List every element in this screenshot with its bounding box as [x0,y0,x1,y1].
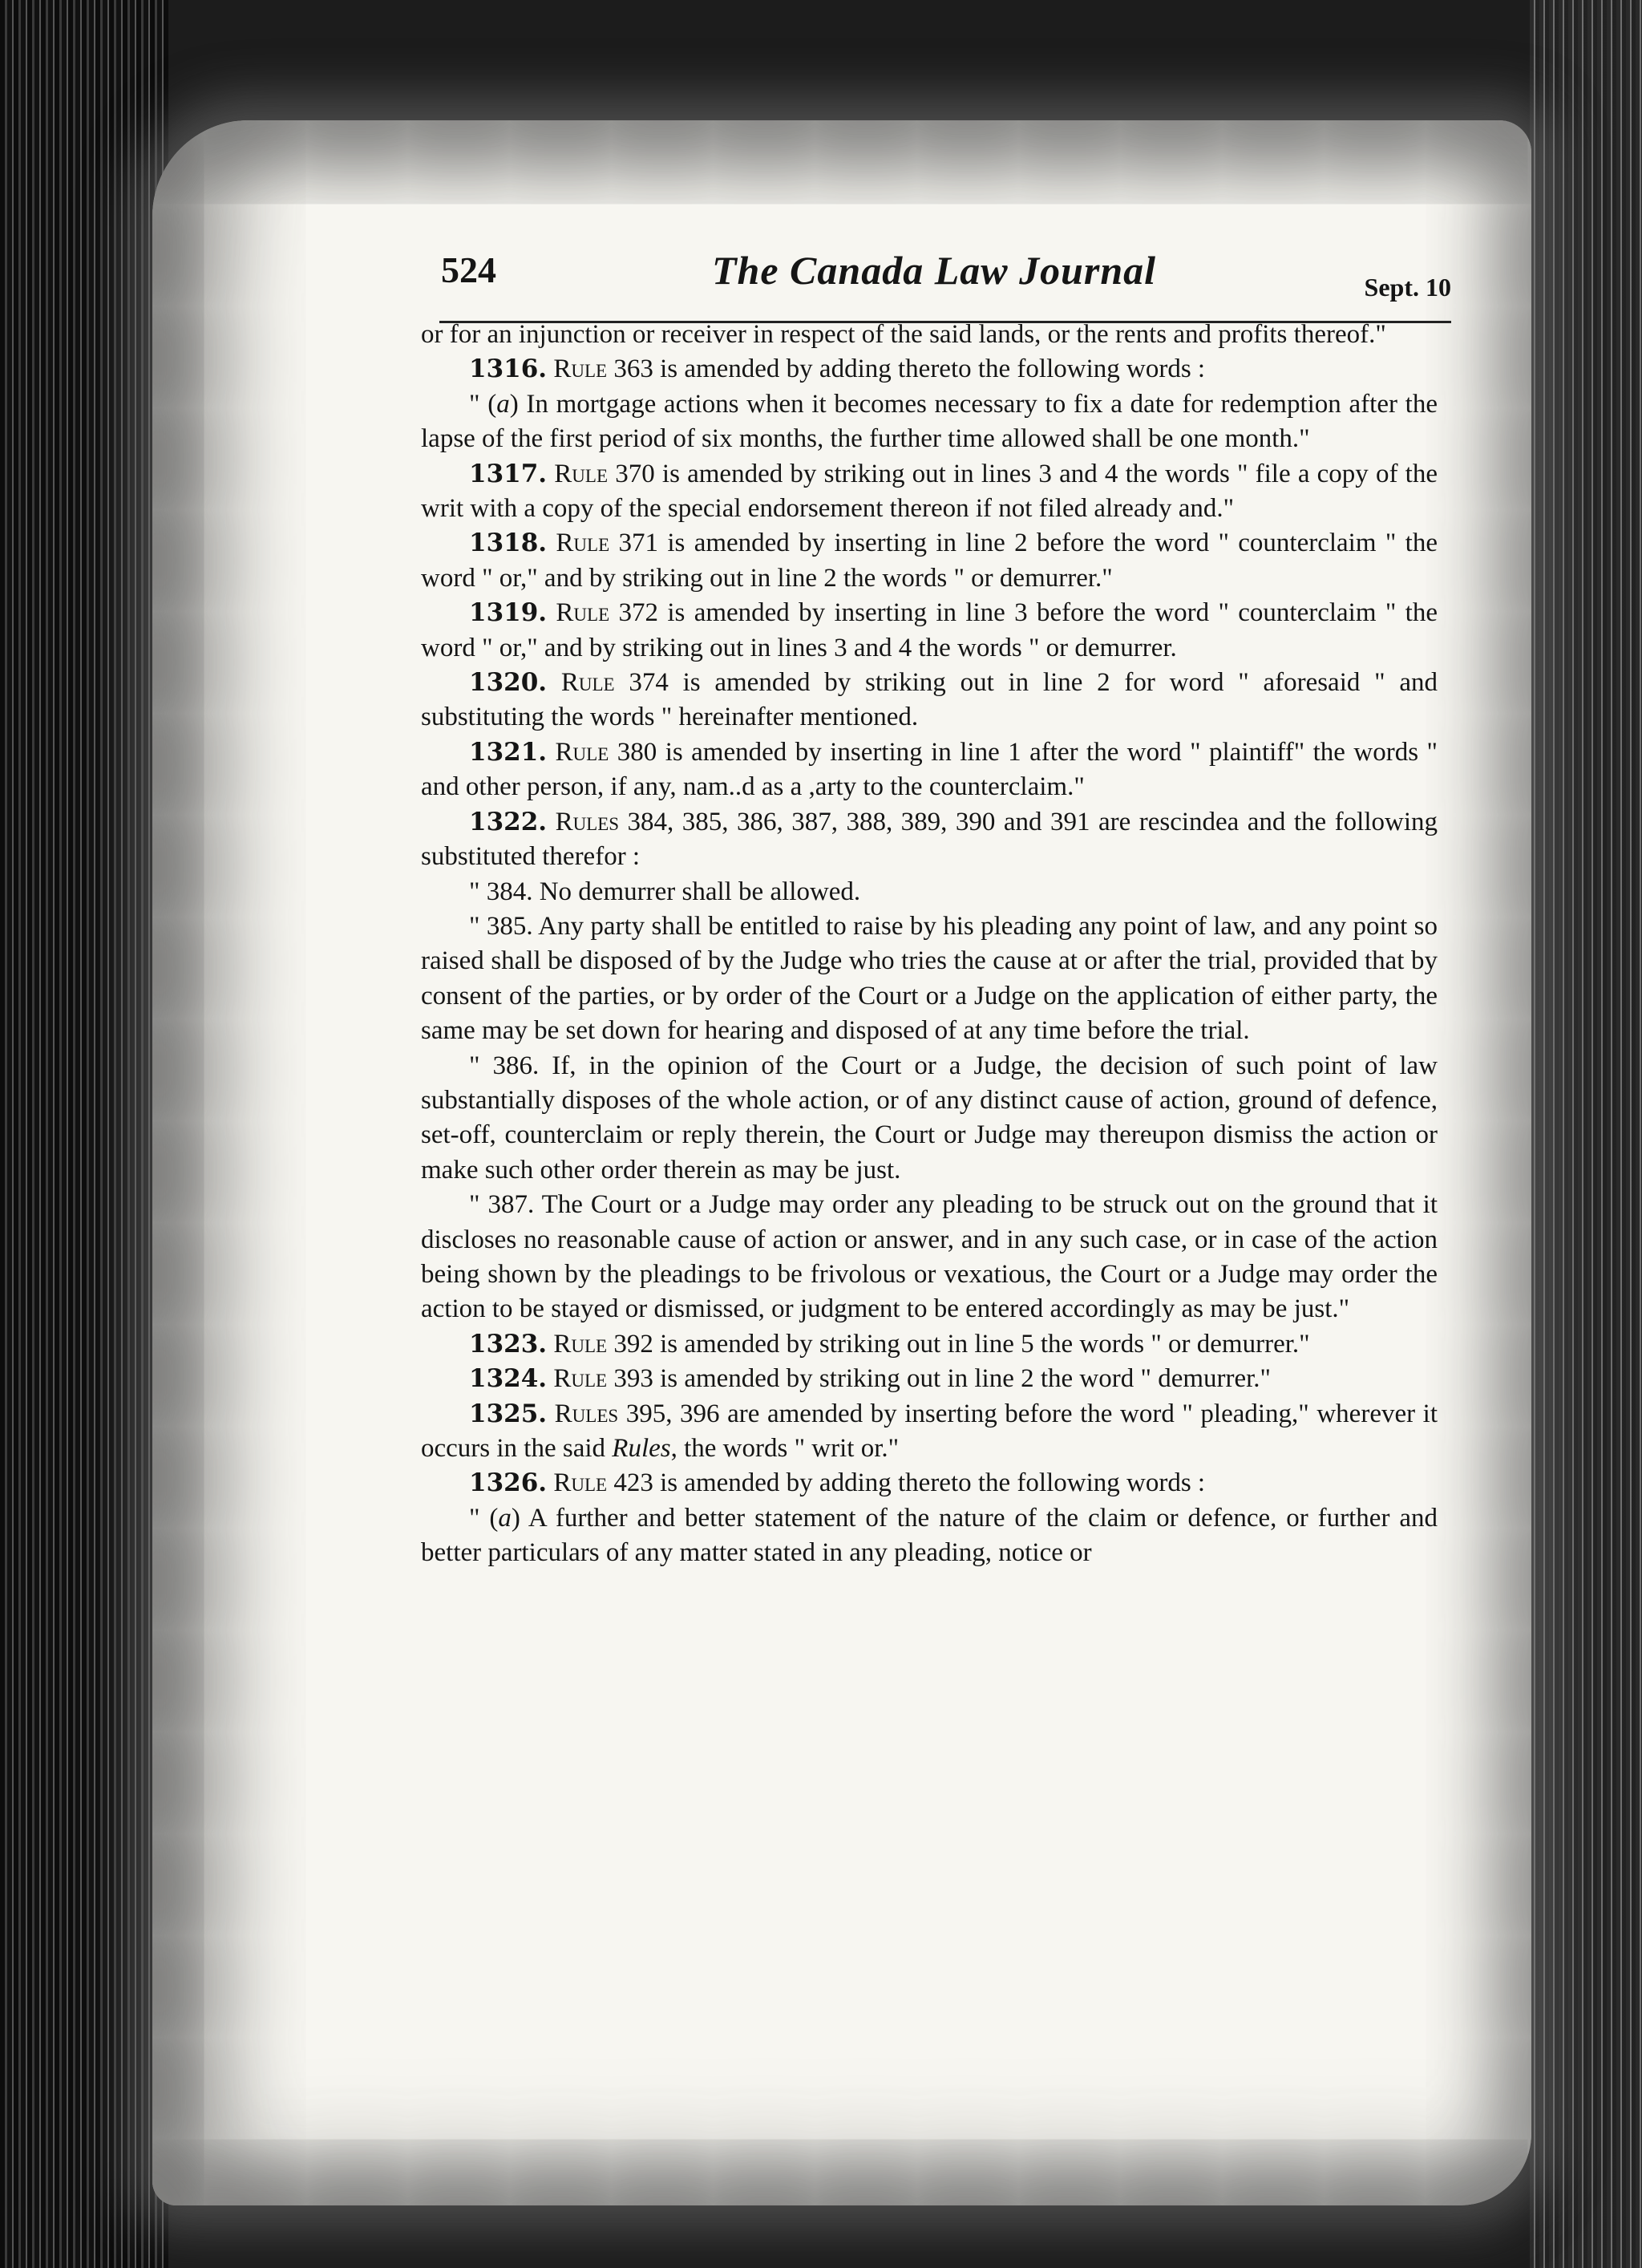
paragraph-text: ) A further and better statement of the nature of the claim or defence, or further and better particulars of any matter stated in any pleading, notice or [421,1503,1438,1568]
sub-rule-paragraph [421,875,1438,909]
continued-paragraph [421,318,1438,352]
sub-rule-paragraph [421,909,1438,1049]
rule-keyword: Rule [553,1468,608,1498]
page-edge-right [1530,0,1642,2268]
rule-number: 1325. [469,1399,548,1428]
journal-title: The Canada Law Journal [712,248,1157,293]
paragraph-text: 393 is amended by striking out in line 2 the word " demurrer." [607,1364,1272,1394]
sub-rule-paragraph [421,387,1438,457]
running-header [439,241,1451,323]
paragraph-text: " ( [469,389,497,419]
paragraph-text: " 384. No demurrer shall be allowed. [469,877,861,906]
rule-keyword: Rule [556,529,610,558]
rule-paragraph [421,1327,1438,1362]
rule-paragraph [421,735,1438,805]
sub-rule-paragraph [421,1501,1438,1571]
rule-keyword: Rule [553,1364,608,1394]
paragraph-text: " 387. The Court or a Judge may order any pleading to be struck out on the ground that it discloses no reasonable cause of action or answer, and in any such case, or in case of the action being shown by the pleadings to be frivolous or vexatious, the Court or a Judge may order the action to be stayed or dismissed, or judgment to be entered accordingly as may be just." [421,1190,1438,1324]
rule-paragraph [421,1466,1438,1501]
paragraph-text: 370 is amended by striking out in lines 3 and 4 the words " file a copy of the writ with a copy of the special endorsement thereon if not filed already and." [421,459,1438,524]
italic-text: a [496,389,510,419]
rule-number: 1320. [469,668,548,698]
paragraph-text: 371 is amended by inserting in line 2 before the word " counterclaim " the word " or," and by striking out in line 2 the words " or demurrer." [421,529,1438,593]
paragraph-text: 363 is amended by adding thereto the following words : [607,354,1206,384]
rule-keyword: Rule [554,459,609,488]
paragraph-text: 384, 385, 386, 387, 388, 389, 390 and 391 are rescindea and the following substituted therefor : [421,807,1438,872]
rule-number: 1321. [469,737,548,767]
rule-number: 1323. [469,1329,548,1359]
rule-number: 1317. [469,459,548,488]
book-binding-edge [0,0,168,2268]
sub-rule-paragraph [421,1049,1438,1189]
rule-paragraph [421,666,1438,735]
paragraph-text: " 386. If, in the opinion of the Court or a Judge, the decision of such point of law substantially disposes of the whole action, or of any distinct cause of action, ground of defence, set-off, counterclaim or reply therein, the Court or Judge may thereupon dismiss the action or make such other order therein as may be just. [421,1051,1438,1185]
rule-keyword: Rule [556,598,610,628]
rule-paragraph [421,352,1438,387]
body-text [421,318,1438,1571]
paragraph-text: or for an injunction or receiver in respect of the said lands, or the rents and profits thereof." [421,320,1386,349]
paragraph-text: ) In mortgage actions when it becomes necessary to fix a date for redemption after the lapse of the first period of six months, the further time allowed shall be one month." [421,389,1438,454]
rule-number: 1326. [469,1468,548,1498]
rule-paragraph [421,805,1438,875]
paragraph-text: 423 is amended by adding thereto the following words : [607,1468,1206,1498]
rule-keyword: Rule [560,668,615,698]
rule-keyword: Rules [555,807,620,836]
rule-keyword: Rule [553,1329,608,1359]
rule-keyword: Rule [555,737,609,767]
sub-rule-paragraph [421,1188,1438,1327]
rule-number: 1324. [469,1364,548,1394]
italic-text: a [498,1503,512,1533]
rule-paragraph [421,526,1438,596]
rule-number: 1319. [469,598,548,628]
paragraph-text: 395, 396 are amended by inserting before the word " pleading," wherever it occurs in the said [421,1399,1438,1463]
paragraph-text: 392 is amended by striking out in line 5 the words " or demurrer." [607,1329,1310,1359]
rule-paragraph [421,596,1438,666]
page-number: 524 [441,249,496,290]
rule-number: 1318. [469,529,548,558]
paragraph-text: 374 is amended by striking out in line 2 for word " aforesaid " and substituting the words " hereinafter mentioned. [421,668,1438,732]
italic-text: Rules [612,1434,671,1463]
rule-keyword: Rule [553,354,608,384]
rule-number: 1316. [469,354,548,384]
paragraph-text: 372 is amended by inserting in line 3 before the word " counterclaim " the word " or," and by striking out in lines 3 and 4 the words " or demurrer. [421,598,1438,662]
rule-paragraph [421,457,1438,527]
paragraph-text: " 385. Any party shall be entitled to raise by his pleading any point of law, and any point so raised shall be disposed of by the Judge who tries the cause at or after the trial, provided that by consent of the parties, or by order of the Court or a Judge on the application of either party, the same may be set down for hearing and disposed of at any time before the trial. [421,911,1438,1046]
paragraph-text: , the words " writ or." [670,1434,900,1463]
issue-date: Sept. 10 [1364,273,1451,302]
rule-keyword: Rules [554,1399,619,1428]
paragraph-text: 380 is amended by inserting in line 1 after the word " plaintiff" the words " and other person, if any, nam..d as a ,arty to the counterclaim." [421,737,1438,802]
rule-paragraph [421,1397,1438,1467]
rule-paragraph [421,1362,1438,1396]
paragraph-text: " ( [469,1503,499,1533]
rule-number: 1322. [469,807,548,836]
